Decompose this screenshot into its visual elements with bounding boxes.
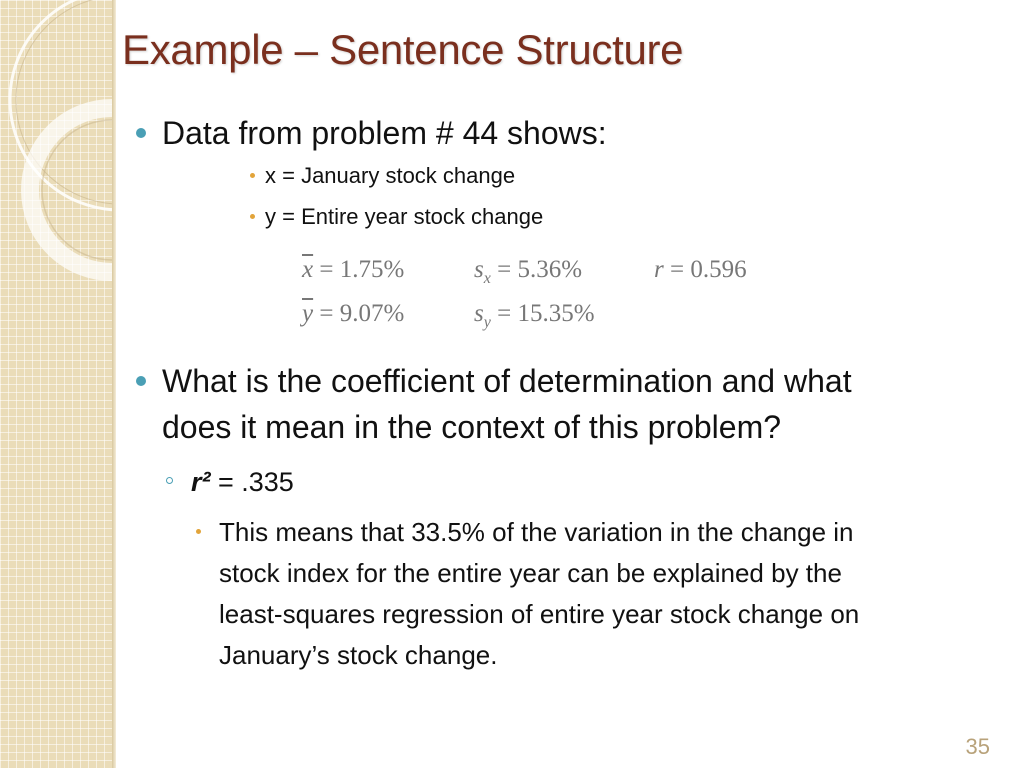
sub-bullet-r-squared [166, 465, 294, 499]
explanation-line-4: January’s stock change. [219, 640, 498, 670]
stat-x-sd: $s_x = 5.36\%$ [474, 256, 583, 287]
bullet-data-source [136, 110, 607, 156]
decorative-circles [0, 0, 112, 768]
summary-statistics [300, 252, 770, 348]
bullet-dot-icon [136, 376, 146, 386]
explanation-line-1: This means that 33.5% of the variation in the change in [219, 517, 854, 547]
explanation-line-3: least-squares regression of entire year stock change on [219, 599, 860, 629]
sub-bullet-x [250, 162, 515, 190]
stat-y-sd: $s_y = 15.35\%$ [474, 300, 595, 331]
stat-r: r = 0.596 [654, 256, 747, 283]
sub-bullet-explanation [196, 512, 999, 676]
sub-bullet-dot-icon [250, 214, 255, 219]
question-line-2: does it mean in the context of this problem? [162, 409, 782, 445]
sub-bullet-text: y = Entire year stock change [265, 204, 544, 229]
bullet-question [136, 358, 852, 450]
slide-number: 35 [965, 734, 990, 759]
sub-bullet-text: x = January stock change [265, 163, 516, 188]
decorative-sidebar [0, 0, 112, 768]
explanation-line-2: stock index for the entire year can be explained by the [219, 558, 842, 588]
r-squared-text: r² = .335 [191, 467, 294, 497]
sub-bullet-dot-icon [250, 173, 255, 178]
stat-y-mean: $\overline{y} = 9.07\%$ [302, 300, 405, 327]
sidebar-edge [112, 0, 116, 768]
slide-title: Example – Sentence Structure [122, 26, 684, 73]
ring-bullet-icon [166, 477, 173, 484]
sub-bullet-y [250, 203, 543, 231]
bullet-dot-icon [136, 128, 146, 138]
bullet-text: Data from problem # 44 shows: [162, 115, 607, 151]
sub-bullet-dot-icon [196, 529, 201, 534]
question-line-1: What is the coefficient of determination and what [162, 363, 852, 399]
stat-x-mean: $\overline{x} = 1.75\%$ [302, 256, 405, 283]
